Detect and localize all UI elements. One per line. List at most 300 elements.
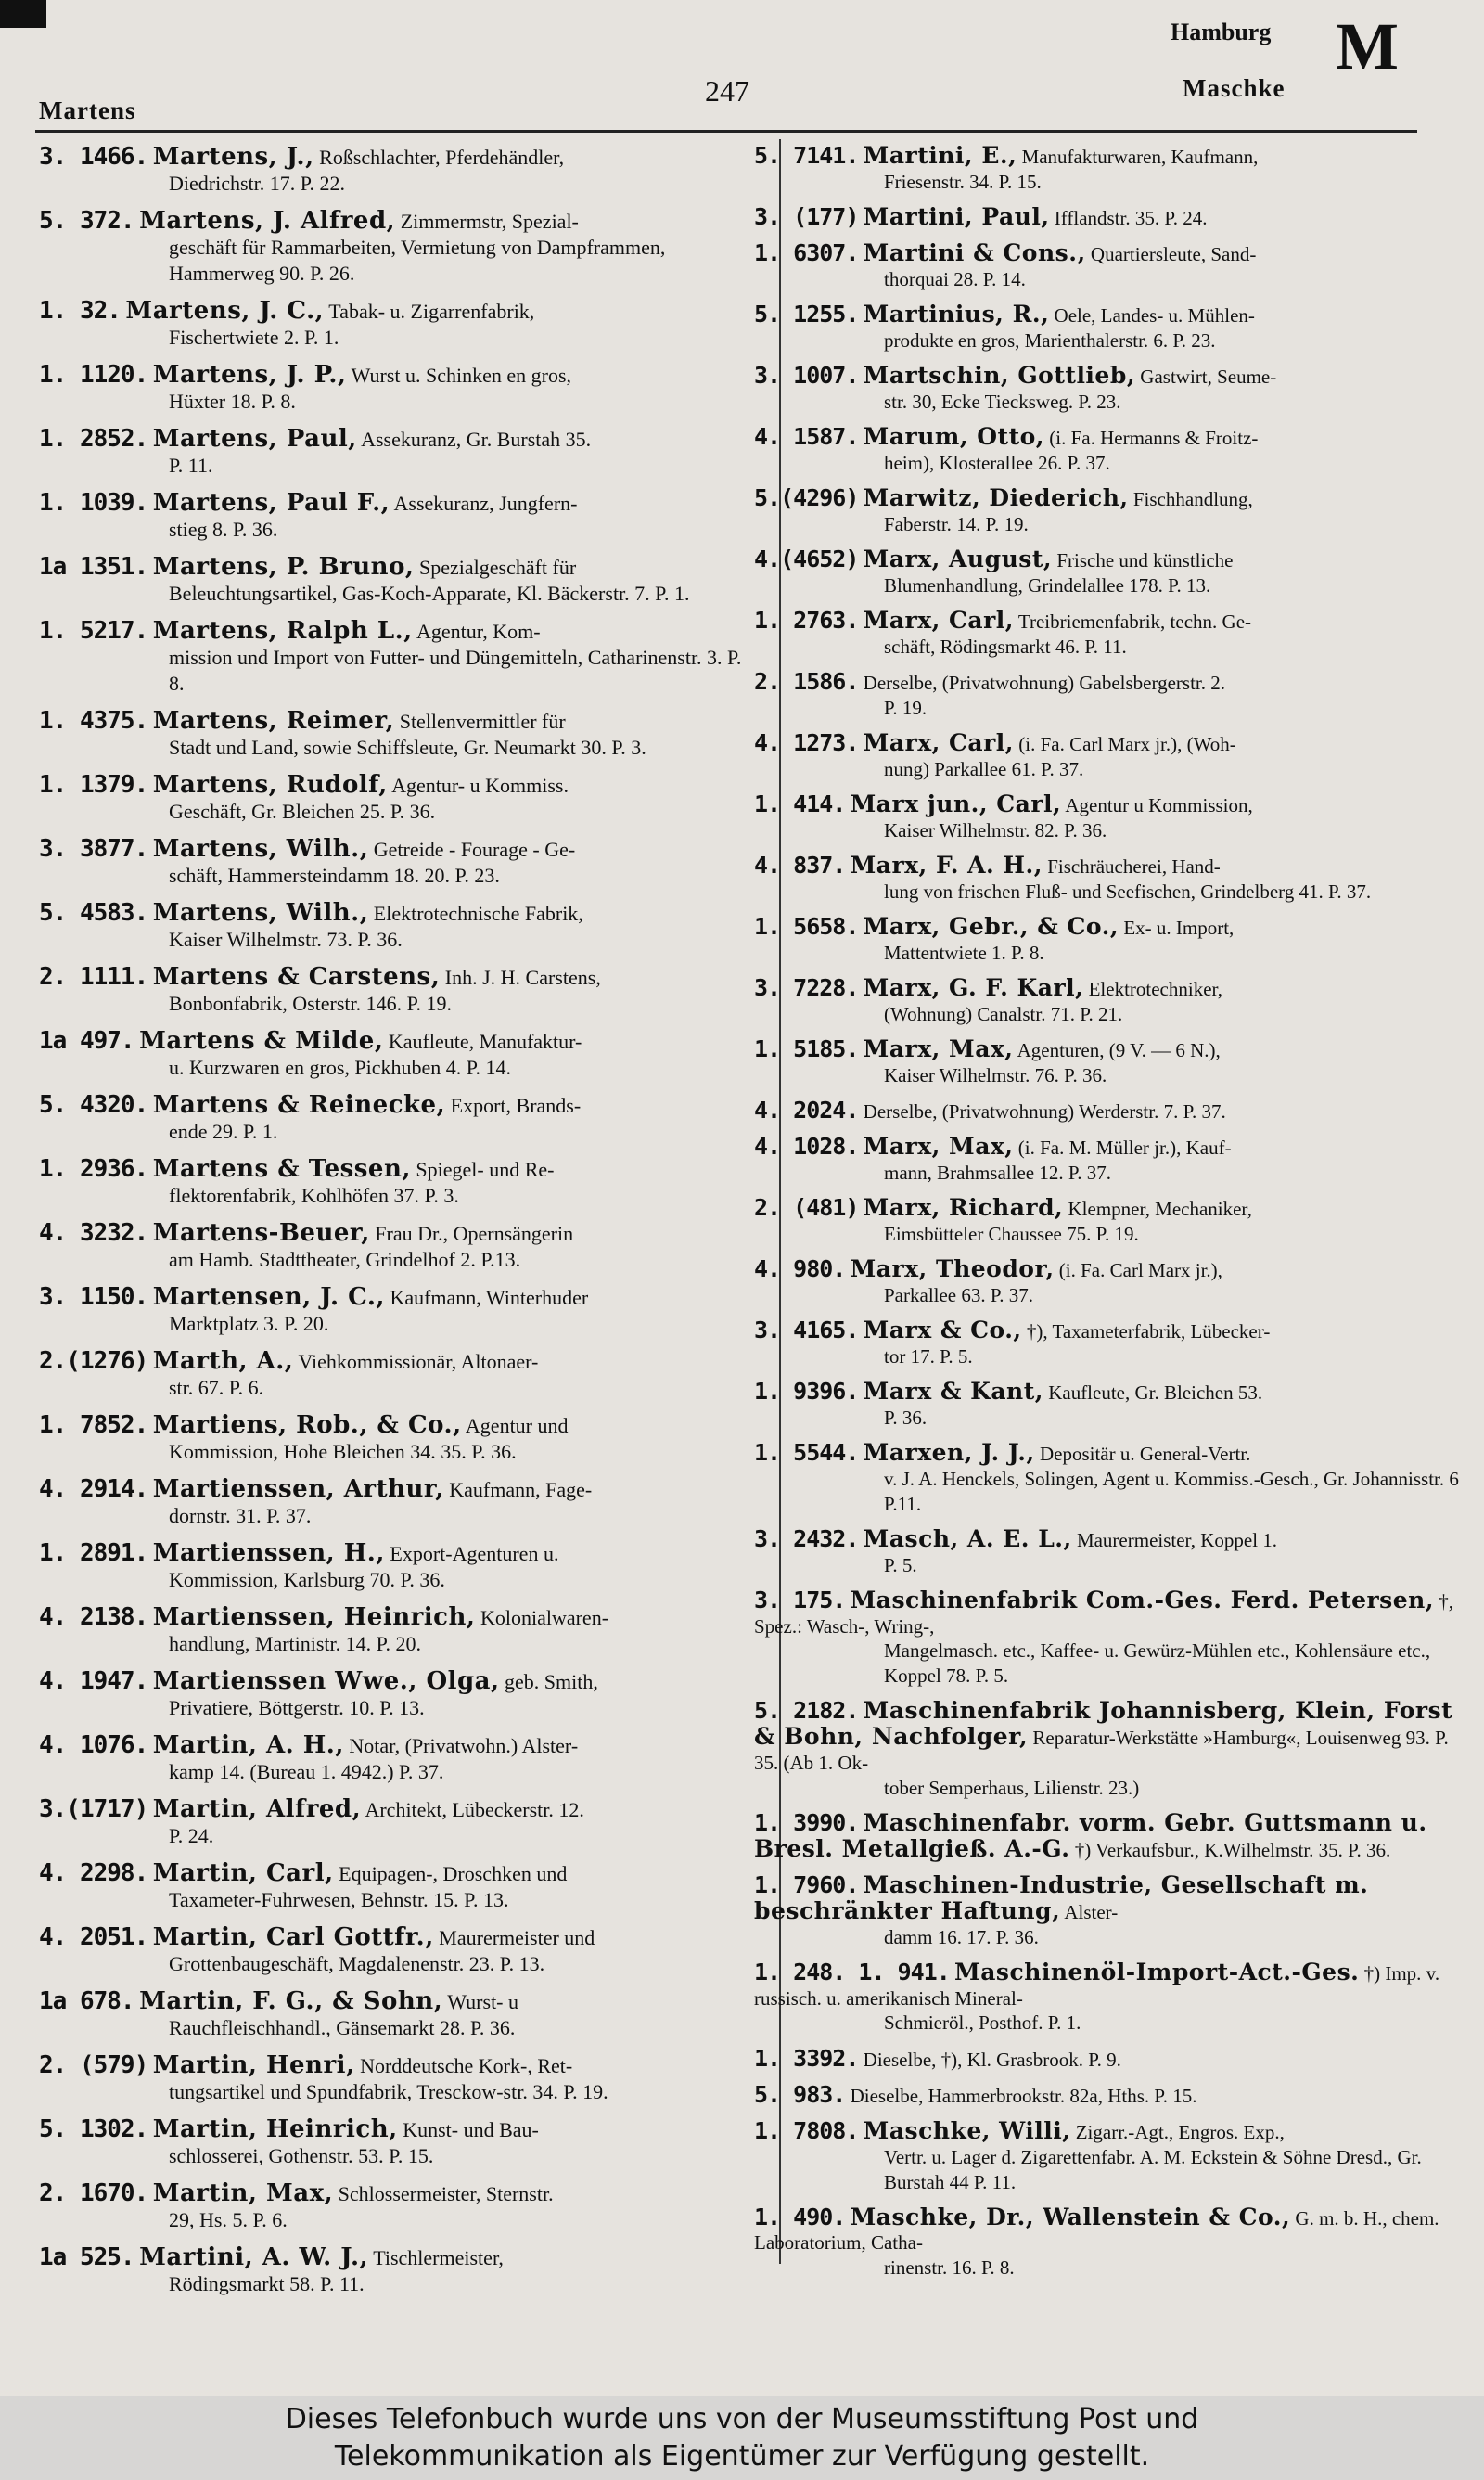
right-column: [754, 144, 1473, 2291]
directory-entry: [39, 490, 758, 543]
phone-number: 1. 5185.: [754, 1034, 859, 1062]
entry-detail-continued: Kaiser Wilhelmstr. 76. P. 36.: [884, 1063, 1107, 1086]
phone-number: 5. 1302.: [39, 2115, 148, 2143]
directory-entry: [39, 208, 758, 287]
entry-detail: Viehkommissionär, Altonaer-: [298, 1350, 539, 1373]
entry-name: Martensen, J. C.,: [152, 1283, 385, 1311]
directory-entry: [39, 362, 758, 415]
entry-detail: Agenturen, (9 V. — 6 N.),: [1017, 1038, 1221, 1061]
directory-entry: [754, 486, 1473, 537]
entry-detail-continued: Vertr. u. Lager d. Zigarettenfabr. A. M. Eckstein & Söhne Dresd., Gr. Burstah 44 P. 11.: [884, 2145, 1422, 2193]
phone-number: 1a 497.: [39, 1027, 134, 1055]
entry-name: Martin, Henri,: [152, 2051, 355, 2079]
entry-name: Maschinenfabr. vorm. Gebr. Guttsmann u. Bresl. Metallgieß. A.-G.: [754, 1808, 1427, 1862]
entry-name: Martin, Max,: [152, 2179, 334, 2207]
directory-entry: [39, 1220, 758, 1273]
phone-number: 3.(1717): [39, 1795, 148, 1823]
phone-number: 3. 1007.: [754, 362, 859, 390]
directory-entry: [754, 2205, 1473, 2281]
entry-name: Martens, Paul F.,: [152, 489, 390, 517]
directory-entry: [754, 1870, 1473, 1949]
entry-detail-continued: Kaiser Wilhelmstr. 82. P. 36.: [884, 818, 1107, 842]
entry-detail: Elektrotechnische Fabrik,: [373, 902, 583, 925]
phone-number: 3. 175.: [754, 1586, 846, 1613]
directory-entry: [754, 792, 1473, 843]
phone-number: 2. (579): [39, 2051, 148, 2079]
entry-name: Martienssen Wwe., Olga,: [152, 1667, 500, 1695]
directory-entry: [39, 1540, 758, 1593]
entry-name: Martin, A. H.,: [152, 1731, 344, 1759]
directory-entry: [754, 241, 1473, 292]
directory-entry: [39, 1284, 758, 1337]
phone-number: 3. (177): [754, 202, 859, 230]
entry-detail: Alster-: [1064, 1900, 1119, 1923]
phone-number: 4. 2298.: [39, 1859, 148, 1887]
entry-detail: geb. Smith,: [505, 1670, 598, 1693]
entry-detail: Derselbe, (Privatwohnung) Gabelsbergerstr. 2.: [863, 672, 1226, 695]
entry-detail-continued: (Wohnung) Canalstr. 71. P. 21.: [884, 1002, 1123, 1025]
entry-detail: Getreide - Fourage - Ge-: [373, 838, 576, 861]
entry-detail-continued: Friesenstr. 34. P. 15.: [884, 170, 1042, 193]
entry-detail-continued: mission und Import von Futter- und Düngemitteln, Catharinenstr. 3. P. 8.: [169, 646, 742, 695]
directory-entry: [39, 2052, 758, 2105]
directory-entry: [39, 1476, 758, 1529]
entry-name: Martens, Reimer,: [152, 707, 395, 735]
phone-number: 1. 490.: [754, 2203, 846, 2230]
phone-number: 5. 4583.: [39, 899, 148, 927]
entry-name: Martini, A. W. J.,: [139, 2243, 369, 2271]
directory-entry: [754, 915, 1473, 966]
entry-detail-continued: str. 67. P. 6.: [169, 1376, 264, 1399]
phone-number: 4. 2914.: [39, 1475, 148, 1503]
directory-entry: [754, 1096, 1473, 1124]
entry-detail-continued: 29, Hs. 5. P. 6.: [169, 2208, 288, 2231]
phone-number: 1a 525.: [39, 2243, 134, 2271]
entry-detail-continued: tungsartikel und Spundfabrik, Tresckow-str. 34. P. 19.: [169, 2080, 608, 2103]
phone-number: 1. 414.: [754, 790, 846, 818]
entry-name: Martens, Wilh.,: [152, 835, 369, 863]
entry-detail: Export-Agenturen u.: [390, 1542, 559, 1565]
phone-number: 1. 1379.: [39, 771, 148, 799]
phone-number: 4. 2051.: [39, 1923, 148, 1951]
entry-name: Martienssen, Arthur,: [152, 1475, 444, 1503]
entry-detail: Inh. J. H. Carstens,: [444, 966, 601, 989]
entry-detail: Dieselbe, Hammerbrookstr. 82a, Hths. P. 15.: [850, 2084, 1197, 2107]
directory-entry: [754, 854, 1473, 905]
header-letter: M: [1336, 9, 1399, 84]
directory-entry: [39, 298, 758, 351]
header-left-name: Martens: [39, 96, 136, 124]
entry-detail-continued: Stadt und Land, sowie Schiffsleute, Gr. Neumarkt 30. P. 3.: [169, 736, 646, 759]
directory-entry: [39, 1604, 758, 1657]
phone-number: 1a 678.: [39, 1987, 134, 2015]
directory-entry: [39, 1156, 758, 1209]
directory-entry: [39, 1412, 758, 1465]
phone-number: 3. 1150.: [39, 1283, 148, 1311]
entry-name: Martens, P. Bruno,: [152, 553, 415, 581]
directory-entry: [754, 425, 1473, 476]
phone-number: 5. 983.: [754, 2080, 846, 2108]
phone-number: 3. 4165.: [754, 1317, 859, 1344]
entry-name: Marx, Richard,: [863, 1194, 1064, 1222]
entry-detail-continued: tor 17. P. 5.: [884, 1344, 973, 1368]
phone-number: 1. 1120.: [39, 361, 148, 389]
directory-entry: [754, 364, 1473, 415]
entry-detail-continued: schäft, Hammersteindamm 18. 20. P. 23.: [169, 864, 500, 887]
entry-detail-continued: schlosserei, Gothenstr. 53. P. 15.: [169, 2144, 434, 2167]
directory-entry: [754, 1960, 1473, 2036]
entry-detail: Equipagen-, Droschken und: [339, 1862, 568, 1885]
entry-detail: Schlossermeister, Sternstr.: [338, 2182, 554, 2205]
phone-number: 1. 32.: [39, 297, 121, 325]
entry-detail-continued: mann, Brahmsallee 12. P. 37.: [884, 1161, 1111, 1184]
phone-number: 1. 7960.: [754, 1870, 859, 1898]
entry-name: Martin, Carl Gottfr.,: [152, 1923, 434, 1951]
entry-detail: Klempner, Mechaniker,: [1068, 1198, 1252, 1221]
entry-name: Martienssen, H.,: [152, 1539, 385, 1567]
corner-mark: [0, 0, 46, 28]
phone-number: 1. 9396.: [754, 1378, 859, 1406]
entry-detail-continued: u. Kurzwaren en gros, Pickhuben 4. P. 14.: [169, 1056, 512, 1079]
entry-name: Marx, Gebr., & Co.,: [863, 913, 1119, 940]
phone-number: 3. 1466.: [39, 143, 148, 171]
entry-name: Martens & Carstens,: [152, 963, 441, 991]
entry-name: Marth, A.,: [152, 1347, 294, 1375]
phone-number: 1. 6307.: [754, 239, 859, 267]
entry-detail-continued: Schmieröl., Posthof. P. 1.: [884, 2011, 1081, 2035]
directory-entry: [754, 547, 1473, 598]
entry-detail-continued: rinenstr. 16. P. 8.: [884, 2256, 1015, 2280]
entry-name: Marx, Carl,: [863, 607, 1014, 635]
entry-detail: Ifflandstr. 35. P. 24.: [1054, 206, 1208, 229]
entry-detail: (i. Fa. M. Müller jr.), Kauf-: [1017, 1137, 1232, 1160]
phone-number: 5. 4320.: [39, 1091, 148, 1119]
phone-number: 4. 1273.: [754, 729, 859, 757]
entry-detail-continued: P. 11.: [169, 454, 213, 477]
phone-number: 5. 2182.: [754, 1697, 859, 1725]
entry-detail: Spiegel- und Re-: [416, 1158, 555, 1181]
directory-entry: [39, 2180, 758, 2233]
entry-name: Martens, Paul,: [152, 425, 357, 453]
entry-detail-continued: heim), Klosterallee 26. P. 37.: [884, 451, 1110, 474]
phone-number: 4. 837.: [754, 852, 846, 880]
directory-entry: [754, 2116, 1473, 2194]
entry-name: Marx & Kant,: [863, 1378, 1043, 1406]
entry-name: Maschinenfabrik Com.-Ges. Ferd. Petersen,: [850, 1586, 1435, 1613]
entry-name: Martens, Wilh.,: [152, 899, 369, 927]
entry-name: Martens & Reinecke,: [152, 1091, 446, 1119]
entry-name: Marx, F. A. H.,: [850, 852, 1043, 880]
entry-detail-continued: Mangelmasch. etc., Kaffee- u. Gewürz-Mühlen etc., Kohlensäure etc., Koppel 78. P. 5.: [884, 1639, 1431, 1688]
entry-detail: Kolonialwaren-: [480, 1606, 609, 1629]
entry-name: Marx jun., Carl,: [850, 790, 1062, 818]
directory-entry: [39, 2116, 758, 2169]
phone-number: 1. 7852.: [39, 1411, 148, 1439]
directory-entry: [39, 1796, 758, 1849]
phone-number: 4. 980.: [754, 1255, 846, 1283]
footer-notice: [0, 2396, 1484, 2480]
entry-detail-continued: P. 5.: [884, 1553, 917, 1576]
phone-number: 4. 1587.: [754, 423, 859, 451]
entry-detail-continued: dornstr. 31. P. 37.: [169, 1504, 312, 1527]
entry-name: Marx, Theodor,: [850, 1255, 1055, 1283]
phone-number: 1. 3392.: [754, 2044, 859, 2072]
entry-detail-continued: Kaiser Wilhelmstr. 73. P. 36.: [169, 928, 403, 951]
directory-entry: [754, 1318, 1473, 1369]
entry-detail-continued: Diedrichstr. 17. P. 22.: [169, 172, 346, 195]
directory-entry: [754, 1135, 1473, 1186]
entry-detail-continued: Kommission, Hohe Bleichen 34. 35. P. 36.: [169, 1440, 517, 1463]
directory-entry: [754, 2044, 1473, 2073]
entry-name: Martens & Milde,: [139, 1027, 384, 1055]
directory-entry: [754, 1034, 1473, 1088]
entry-detail-continued: damm 16. 17. P. 36.: [884, 1925, 1039, 1948]
directory-entry: [39, 836, 758, 889]
entry-detail: Frau Dr., Opernsängerin: [375, 1222, 574, 1245]
entry-detail-continued: thorquai 28. P. 14.: [884, 267, 1026, 290]
entry-name: Martens-Beuer,: [152, 1219, 370, 1247]
entry-detail-continued: P. 19.: [884, 696, 928, 719]
entry-detail-continued: Eimsbütteler Chaussee 75. P. 19.: [884, 1222, 1139, 1245]
directory-entry: [39, 1924, 758, 1977]
directory-entry: [39, 2244, 758, 2297]
directory-entry: [39, 964, 758, 1017]
entry-name: Martens, Ralph L.,: [152, 617, 413, 645]
entry-name: Martens, Rudolf,: [152, 771, 388, 799]
phone-number: 1. 2852.: [39, 425, 148, 453]
entry-detail: Manufakturwaren, Kaufmann,: [1021, 146, 1259, 168]
phone-number: 2.(1276): [39, 1347, 148, 1375]
phone-number: 1. 248. 1. 941.: [754, 1958, 950, 1985]
directory-entry: [39, 1860, 758, 1913]
entry-detail: Fischräucherei, Hand-: [1047, 855, 1221, 879]
header-city: Hamburg: [1171, 19, 1272, 45]
entry-detail: Depositär u. General-Vertr.: [1039, 1443, 1251, 1466]
entry-detail: Wurst u. Schinken en gros,: [351, 364, 572, 387]
directory-entry: [754, 1808, 1473, 1863]
entry-name: Martini, E.,: [863, 142, 1017, 169]
entry-name: Martin, Heinrich,: [152, 2115, 398, 2143]
entry-name: Marx, Carl,: [863, 729, 1014, 757]
phone-number: 1. 5658.: [754, 913, 859, 940]
directory-entry: [754, 1588, 1473, 1689]
entry-detail-continued: schäft, Rödingsmarkt 46. P. 11.: [884, 635, 1127, 658]
phone-number: 1. 5217.: [39, 617, 148, 645]
entry-name: Maschinenöl-Import-Act.-Ges.: [954, 1958, 1360, 1985]
phone-number: 5.(4296): [754, 484, 859, 512]
entry-detail: Agentur und: [465, 1414, 569, 1437]
entry-detail: Agentur u Kommission,: [1065, 794, 1253, 817]
directory-entry: [39, 1732, 758, 1785]
entry-name: Martens, J. Alfred,: [139, 207, 396, 235]
directory-entry: [754, 1441, 1473, 1516]
directory-entry: [39, 1668, 758, 1721]
phone-number: 1. 7808.: [754, 2116, 859, 2144]
entry-detail: Kunst- und Bau-: [403, 2118, 539, 2141]
entry-detail-continued: Parkallee 63. P. 37.: [884, 1283, 1033, 1306]
entry-detail: Kaufleute, Manufaktur-: [388, 1030, 582, 1053]
left-column: [39, 144, 758, 2308]
header-divider: [35, 130, 1417, 133]
entry-name: Martens & Tessen,: [152, 1155, 411, 1183]
phone-number: 5. 1255.: [754, 301, 859, 328]
entry-detail: †) Verkaufsbur., K.Wilhelmstr. 35. P. 36.: [1074, 1838, 1391, 1861]
directory-entry: [754, 1380, 1473, 1431]
phone-number: 3. 7228.: [754, 973, 859, 1001]
directory-entry: [754, 731, 1473, 782]
phone-number: 3. 2432.: [754, 1524, 859, 1552]
entry-detail-continued: kamp 14. (Bureau 1. 4942.) P. 37.: [169, 1760, 444, 1783]
entry-name: Maschke, Willi,: [863, 2116, 1071, 2144]
directory-entry: [39, 144, 758, 197]
phone-number: 1. 2763.: [754, 607, 859, 635]
phone-number: 1. 5544.: [754, 1439, 859, 1467]
entry-detail-continued: nung) Parkallee 61. P. 37.: [884, 757, 1084, 780]
entry-detail: G. m. b. H., chem. Laboratorium, Catha-: [754, 2206, 1439, 2255]
phone-number: 4. 1028.: [754, 1133, 859, 1161]
entry-detail-continued: lung von frischen Fluß- und Seefischen, Grindelberg 41. P. 37.: [884, 880, 1372, 903]
phone-number: 1. 2891.: [39, 1539, 148, 1567]
entry-detail: Assekuranz, Gr. Burstah 35.: [361, 428, 592, 451]
entry-detail-continued: Kommission, Karlsburg 70. P. 36.: [169, 1568, 445, 1591]
entry-detail: (i. Fa. Hermanns & Froitz-: [1049, 427, 1259, 450]
entry-name: Martini, Paul,: [863, 202, 1050, 230]
entry-detail: Tabak- u. Zigarrenfabrik,: [328, 300, 535, 323]
entry-name: Maschinenfabrik Johannisberg, Klein, Forst & Bohn, Nachfolger,: [754, 1697, 1453, 1751]
entry-detail: Kaufmann, Fage-: [449, 1478, 593, 1501]
entry-detail: Frische und künstliche: [1056, 549, 1234, 572]
directory-entry: [39, 1988, 758, 2041]
entry-detail: Oele, Landes- u. Mühlen-: [1054, 304, 1255, 328]
entry-detail-continued: produkte en gros, Marienthalerstr. 6. P. 23.: [884, 328, 1216, 352]
entry-detail: Export, Brands-: [450, 1094, 582, 1117]
header-right-name: Maschke: [1183, 74, 1286, 102]
directory-entry: [754, 973, 1473, 1027]
phone-number: 4. 1076.: [39, 1731, 148, 1759]
entry-detail-continued: Blumenhandlung, Grindelallee 178. P. 13.: [884, 573, 1211, 597]
entry-detail-continued: v. J. A. Henckels, Solingen, Agent u. Kommiss.-Gesch., Gr. Johannisstr. 6 P.11.: [884, 1467, 1459, 1515]
entry-detail: (i. Fa. Carl Marx jr.), (Woh-: [1018, 733, 1236, 756]
entry-detail-continued: geschäft für Rammarbeiten, Vermietung von Dampframmen, Hammerweg 90. P. 26.: [169, 236, 666, 285]
directory-entry: [754, 609, 1473, 660]
entry-detail: Assekuranz, Jungfern-: [393, 492, 578, 515]
entry-detail: †) Imp. v. russisch. u. amerikanisch Mineral-: [754, 1961, 1440, 2010]
entry-name: Martienssen, Heinrich,: [152, 1603, 476, 1631]
entry-detail-continued: ende 29. P. 1.: [169, 1120, 278, 1143]
entry-name: Martinius, R.,: [863, 301, 1050, 328]
entry-name: Marum, Otto,: [863, 423, 1045, 451]
entry-detail-continued: str. 30, Ecke Tiecksweg. P. 23.: [884, 390, 1121, 413]
phone-number: 1. 4375.: [39, 707, 148, 735]
entry-detail-continued: stieg 8. P. 36.: [169, 518, 278, 541]
entry-detail: Spezialgeschäft für: [418, 556, 577, 579]
entry-name: Marwitz, Diederich,: [863, 484, 1129, 512]
entry-name: Masch, A. E. L.,: [863, 1524, 1072, 1552]
entry-detail-continued: Taxameter-Fuhrwesen, Behnstr. 15. P. 13.: [169, 1888, 509, 1911]
entry-detail-continued: Grottenbaugeschäft, Magdalenenstr. 23. P. 13.: [169, 1952, 545, 1975]
entry-detail-continued: Bonbonfabrik, Osterstr. 146. P. 19.: [169, 992, 452, 1015]
directory-entry: [39, 900, 758, 953]
entry-detail-continued: Beleuchtungsartikel, Gas-Koch-Apparate, Kl. Bäckerstr. 7. P. 1.: [169, 582, 690, 605]
entry-detail-continued: Mattentwiete 1. P. 8.: [884, 941, 1044, 964]
entry-detail: Derselbe, (Privatwohnung) Werderstr. 7. P. 37.: [863, 1099, 1226, 1123]
entry-detail: Maurermeister, Koppel 1.: [1076, 1528, 1278, 1551]
phone-number: 4.(4652): [754, 546, 859, 573]
entry-detail: Treibriemenfabrik, techn. Ge-: [1017, 610, 1252, 634]
entry-detail: Gastwirt, Seume-: [1140, 366, 1277, 389]
entry-detail: Agentur- u Kommiss.: [391, 774, 569, 797]
directory-entry: [754, 1699, 1473, 1800]
directory-entry: [39, 708, 758, 761]
entry-detail: Notar, (Privatwohn.) Alster-: [349, 1734, 579, 1757]
entry-name: Maschke, Dr., Wallenstein & Co.,: [850, 2203, 1291, 2230]
entry-name: Martin, Alfred,: [152, 1795, 362, 1823]
entry-name: Martin, Carl,: [152, 1859, 334, 1887]
entry-name: Martin, F. G., & Sohn,: [139, 1987, 443, 2015]
entry-detail-continued: Geschäft, Gr. Bleichen 25. P. 36.: [169, 800, 436, 823]
entry-detail: Quartiersleute, Sand-: [1090, 243, 1257, 266]
phone-number: 1a 1351.: [39, 553, 148, 581]
entry-detail: †), Taxameterfabrik, Lübecker-: [1026, 1320, 1271, 1343]
directory-entry: [754, 302, 1473, 353]
entry-detail-continued: P. 24.: [169, 1824, 214, 1847]
entry-detail: Wurst- u: [447, 1990, 519, 2013]
entry-detail: Norddeutsche Kork-, Ret-: [360, 2054, 573, 2077]
entry-detail: (i. Fa. Carl Marx jr.),: [1058, 1259, 1222, 1282]
entry-name: Martens, J. P.,: [152, 361, 347, 389]
entry-detail-continued: am Hamb. Stadttheater, Grindelhof 2. P.13.: [169, 1248, 521, 1271]
phone-number: 2. (481): [754, 1194, 859, 1222]
entry-detail-continued: Privatiere, Böttgerstr. 10. P. 13.: [169, 1696, 425, 1719]
entry-detail: Zimmermstr, Spezial-: [400, 210, 579, 233]
directory-entry: [754, 2080, 1473, 2109]
entry-detail-continued: P. 36.: [884, 1406, 928, 1429]
entry-name: Marx, G. F. Karl,: [863, 973, 1084, 1001]
phone-number: 2. 1111.: [39, 963, 148, 991]
entry-detail: Roßschlachter, Pferdehändler,: [319, 146, 565, 169]
entry-detail: Elektrotechniker,: [1088, 977, 1222, 1000]
entry-detail-continued: Fischertwiete 2. P. 1.: [169, 326, 339, 349]
directory-entry: [754, 1257, 1473, 1308]
entry-detail-continued: Faberstr. 14. P. 19.: [884, 512, 1029, 535]
phone-number: 5. 372.: [39, 207, 134, 235]
directory-entry: [754, 144, 1473, 195]
phone-number: 4. 1947.: [39, 1667, 148, 1695]
entry-detail: Maurermeister und: [439, 1926, 595, 1949]
entry-name: Marx & Co.,: [863, 1317, 1022, 1344]
footer-line-1: Dieses Telefonbuch wurde uns von der Museumsstiftung Post und: [285, 2403, 1199, 2435]
directory-entry: [39, 618, 758, 697]
directory-entry: [754, 670, 1473, 721]
phone-number: 4. 3232.: [39, 1219, 148, 1247]
entry-detail: Zigarr.-Agt., Engros. Exp.,: [1075, 2120, 1285, 2143]
entry-detail: †, Spez.: Wasch-, Wring-,: [754, 1589, 1454, 1638]
entry-name: Maschinen-Industrie, Gesellschaft m. beschränkter Haftung,: [754, 1870, 1369, 1924]
entry-detail: Kaufmann, Winterhuder: [390, 1286, 589, 1309]
directory-entry: [754, 1524, 1473, 1578]
entry-detail-continued: Rödingsmarkt 58. P. 11.: [169, 2272, 365, 2295]
directory-entry: [39, 1348, 758, 1401]
directory-entry: [754, 1196, 1473, 1247]
entry-detail-continued: Rauchfleischhandl., Gänsemarkt 28. P. 36.: [169, 2016, 516, 2039]
page-number: 247: [705, 74, 749, 108]
entry-detail: Ex- u. Import,: [1123, 917, 1235, 939]
entry-name: Martschin, Gottlieb,: [863, 362, 1136, 390]
phone-number: 5. 7141.: [754, 142, 859, 169]
entry-detail: Agentur, Kom-: [416, 620, 541, 643]
entry-name: Martiens, Rob., & Co.,: [152, 1411, 462, 1439]
phone-number: 3. 3877.: [39, 835, 148, 863]
